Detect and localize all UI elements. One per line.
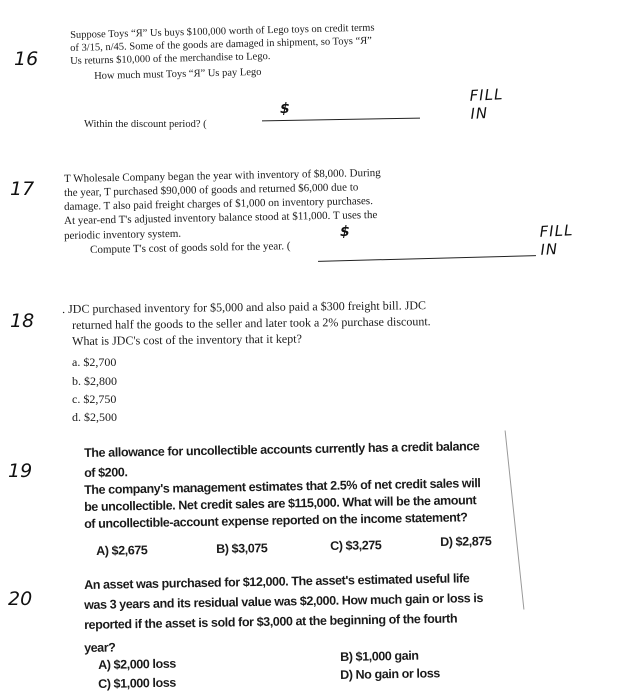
q20-line-2: was 3 years and its residual value was $2,000. How much gain or loss is: [84, 591, 484, 612]
page-edge-mark: [505, 430, 525, 609]
q16-dollar-mark: $: [280, 101, 290, 117]
q17-fill-in-note: FILL IN: [539, 221, 574, 259]
q20-line-4: year?: [84, 640, 116, 655]
q18-option-d[interactable]: d. $2,500: [72, 410, 117, 424]
q17-line-1: T Wholesale Company began the year with inventory of $8,000. During: [64, 166, 381, 185]
q20-option-c[interactable]: C) $1,000 loss: [98, 675, 177, 691]
q17-answer-line[interactable]: [318, 255, 536, 262]
q19-line-3: The company's management estimates that 2.5% of net credit sales will: [84, 476, 481, 497]
q20-option-b[interactable]: B) $1,000 gain: [340, 648, 419, 664]
q20-line-1: An asset was purchased for $12,000. The asset's estimated useful life: [84, 571, 470, 592]
question-number-19: 19: [8, 460, 33, 482]
q19-line-5: of uncollectible-account expense reported on the income statement?: [84, 510, 468, 531]
q17-line-2: the year, T purchased $90,000 of goods and returned $6,000 due to: [64, 181, 359, 199]
q16-prompt: Within the discount period? (: [84, 119, 207, 130]
q18-line-3: What is JDC's cost of the inventory that it kept?: [72, 331, 302, 348]
q20-line-3: reported if the asset is sold for $3,000 at the beginning of the fourth: [84, 611, 458, 632]
q19-line-4: be uncollectible. Net credit sales are $115,000. What will be the amount: [84, 493, 477, 514]
q18-option-c[interactable]: c. $2,750: [72, 392, 117, 406]
q17-line-5: periodic inventory system.: [64, 227, 182, 242]
q16-fill-in-note: FILL IN: [469, 85, 504, 123]
q20-option-a[interactable]: A) $2,000 loss: [98, 656, 177, 672]
q16-line-2: of 3/15, n/45. Some of the goods are damaged in shipment, so Toys “Я”: [70, 35, 372, 54]
question-number-20: 20: [8, 588, 33, 610]
q16-line-1: Suppose Toys “Я” Us buys $100,000 worth of Lego toys on credit terms: [70, 22, 375, 41]
q19-option-a[interactable]: A) $2,675: [96, 543, 148, 558]
q17-line-3: damage. T also paid freight charges of $1,000 on inventory purchases.: [64, 195, 374, 213]
q19-option-c[interactable]: C) $3,275: [330, 538, 382, 553]
q18-line-2: returned half the goods to the seller and later took a 2% purchase discount.: [72, 314, 431, 332]
q16-line-3: Us returns $10,000 of the merchandise to Lego.: [70, 51, 271, 67]
q19-line-1: The allowance for uncollectible accounts currently has a credit balance: [84, 439, 480, 460]
q17-dollar-mark: $: [340, 224, 350, 240]
q20-option-d[interactable]: D) No gain or loss: [340, 666, 440, 682]
question-number-16: 16: [14, 48, 39, 70]
q18-line-1: . JDC purchased inventory for $5,000 and also paid a $300 freight bill. JDC: [62, 298, 427, 316]
q18-option-b[interactable]: b. $2,800: [72, 374, 117, 388]
question-number-17: 17: [10, 178, 35, 200]
q19-line-2: of $200.: [84, 465, 128, 480]
q16-line-4: How much must Toys “Я” Us pay Lego: [94, 66, 262, 82]
q18-option-a[interactable]: a. $2,700: [72, 355, 117, 369]
q19-option-b[interactable]: B) $3,075: [216, 541, 268, 556]
q16-answer-line[interactable]: [262, 118, 420, 122]
q17-line-6: Compute T's cost of goods sold for the year. (: [90, 240, 291, 256]
q19-option-d[interactable]: D) $2,875: [440, 534, 492, 549]
q17-line-4: At year-end T's adjusted inventory balance stood at $11,000. T uses the: [64, 208, 378, 227]
question-number-18: 18: [10, 310, 35, 332]
